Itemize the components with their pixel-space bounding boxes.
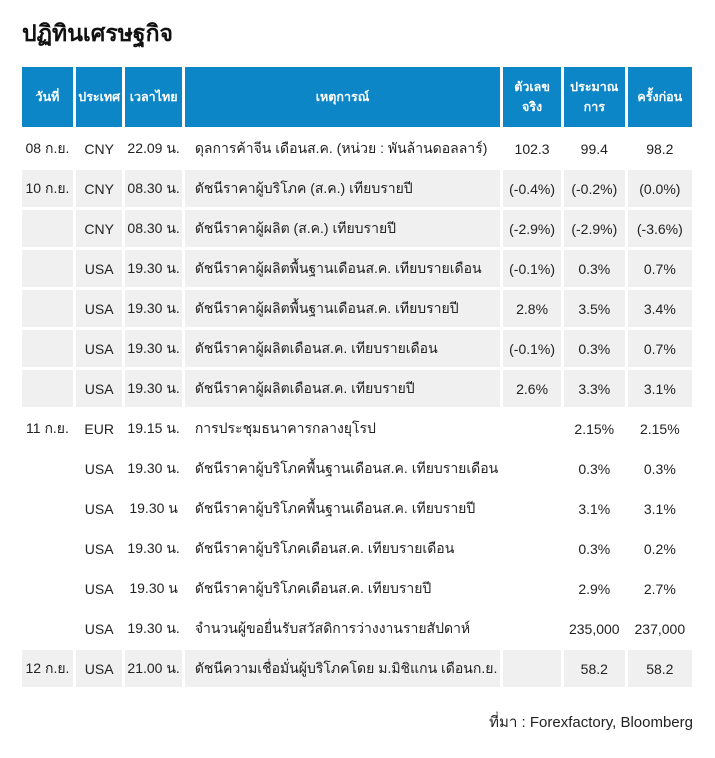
cell-country: USA	[76, 370, 123, 407]
cell-date	[22, 250, 73, 287]
cell-forecast: 3.3%	[564, 370, 625, 407]
cell-date	[22, 610, 73, 647]
cell-actual: (-0.1%)	[503, 250, 561, 287]
cell-previous: 3.1%	[628, 490, 692, 527]
cell-country: USA	[76, 610, 123, 647]
table-row	[22, 250, 692, 287]
cell-date: 08 ก.ย.	[22, 130, 73, 167]
table-body	[22, 130, 692, 687]
cell-event: จำนวนผู้ขอยื่นรับสวัสดิการว่างงานรายสัปดาห์	[185, 610, 500, 647]
table-row	[22, 530, 692, 567]
cell-time: 22.09 น.	[125, 130, 181, 167]
cell-previous: 0.7%	[628, 250, 692, 287]
cell-date	[22, 370, 73, 407]
table-row	[22, 130, 692, 167]
cell-event: ดัชนีราคาผู้ผลิตเดือนส.ค. เทียบรายเดือน	[185, 330, 500, 367]
cell-forecast: 3.1%	[564, 490, 625, 527]
cell-previous: 3.1%	[628, 370, 692, 407]
table-row	[22, 370, 692, 407]
cell-date: 11 ก.ย.	[22, 410, 73, 447]
table-row	[22, 570, 692, 607]
cell-event: ดัชนีราคาผู้ผลิตพื้นฐานเดือนส.ค. เทียบรายปี	[185, 290, 500, 327]
cell-forecast: (-0.2%)	[564, 170, 625, 207]
cell-forecast: 2.9%	[564, 570, 625, 607]
column-header-2: เวลาไทย	[125, 67, 181, 127]
cell-date: 10 ก.ย.	[22, 170, 73, 207]
cell-country: USA	[76, 450, 123, 487]
cell-forecast: 0.3%	[564, 330, 625, 367]
column-header-1: ประเทศ	[76, 67, 123, 127]
cell-time: 19.30 น.	[125, 370, 181, 407]
cell-previous: 98.2	[628, 130, 692, 167]
cell-date	[22, 210, 73, 247]
cell-event: ดัชนีราคาผู้บริโภค (ส.ค.) เทียบรายปี	[185, 170, 500, 207]
source-note: ที่มา : Forexfactory, Bloomberg	[489, 714, 693, 731]
cell-actual	[503, 410, 561, 447]
cell-time: 08.30 น.	[125, 170, 181, 207]
table-row	[22, 650, 692, 687]
column-header-5: ประมาณการ	[564, 67, 625, 127]
cell-previous: 0.7%	[628, 330, 692, 367]
cell-actual	[503, 610, 561, 647]
table-row	[22, 490, 692, 527]
cell-actual: 102.3	[503, 130, 561, 167]
cell-actual: (-0.1%)	[503, 330, 561, 367]
cell-time: 19.30 น.	[125, 610, 181, 647]
cell-previous: (-3.6%)	[628, 210, 692, 247]
cell-event: ดัชนีราคาผู้ผลิตพื้นฐานเดือนส.ค. เทียบรายเดือน	[185, 250, 500, 287]
table-row	[22, 290, 692, 327]
cell-actual: (-2.9%)	[503, 210, 561, 247]
cell-time: 19.30 น.	[125, 450, 181, 487]
table-header-row	[22, 67, 692, 127]
cell-event: ดัชนีความเชื่อมั่นผู้บริโภคโดย ม.มิชิแกน เดือนก.ย.	[185, 650, 500, 687]
cell-date	[22, 570, 73, 607]
cell-event: ดัชนีราคาผู้ผลิตเดือนส.ค. เทียบรายปี	[185, 370, 500, 407]
cell-country: USA	[76, 530, 123, 567]
cell-actual	[503, 450, 561, 487]
cell-actual	[503, 650, 561, 687]
economic-calendar-table	[19, 64, 695, 690]
cell-forecast: (-2.9%)	[564, 210, 625, 247]
table-row	[22, 410, 692, 447]
cell-time: 19.30 น.	[125, 250, 181, 287]
cell-previous: 58.2	[628, 650, 692, 687]
cell-forecast: 99.4	[564, 130, 625, 167]
column-header-3: เหตุการณ์	[185, 67, 500, 127]
cell-time: 19.30 น.	[125, 330, 181, 367]
cell-forecast: 58.2	[564, 650, 625, 687]
cell-time: 21.00 น.	[125, 650, 181, 687]
cell-country: USA	[76, 650, 123, 687]
cell-time: 19.30 น.	[125, 530, 181, 567]
cell-time: 19.30 น	[125, 570, 181, 607]
cell-date	[22, 290, 73, 327]
cell-time: 08.30 น.	[125, 210, 181, 247]
cell-forecast: 3.5%	[564, 290, 625, 327]
table-row	[22, 170, 692, 207]
cell-actual: (-0.4%)	[503, 170, 561, 207]
table-row	[22, 330, 692, 367]
cell-event: ดัชนีราคาผู้บริโภคเดือนส.ค. เทียบรายเดือน	[185, 530, 500, 567]
column-header-6: ครั้งก่อน	[628, 67, 692, 127]
cell-time: 19.30 น.	[125, 290, 181, 327]
table-row	[22, 210, 692, 247]
cell-event: ดัชนีราคาผู้บริโภคเดือนส.ค. เทียบรายปี	[185, 570, 500, 607]
cell-forecast: 2.15%	[564, 410, 625, 447]
cell-previous: 2.7%	[628, 570, 692, 607]
cell-date: 12 ก.ย.	[22, 650, 73, 687]
column-header-4: ตัวเลขจริง	[503, 67, 561, 127]
cell-previous: 2.15%	[628, 410, 692, 447]
cell-previous: 3.4%	[628, 290, 692, 327]
cell-country: USA	[76, 290, 123, 327]
cell-country: CNY	[76, 130, 123, 167]
cell-event: ดัชนีราคาผู้บริโภคพื้นฐานเดือนส.ค. เทียบรายเดือน	[185, 450, 500, 487]
cell-date	[22, 330, 73, 367]
cell-forecast: 0.3%	[564, 530, 625, 567]
cell-event: การประชุมธนาคารกลางยุโรป	[185, 410, 500, 447]
cell-actual: 2.8%	[503, 290, 561, 327]
cell-country: USA	[76, 250, 123, 287]
cell-date	[22, 530, 73, 567]
cell-event: ดัชนีราคาผู้บริโภคพื้นฐานเดือนส.ค. เทียบรายปี	[185, 490, 500, 527]
cell-previous: (0.0%)	[628, 170, 692, 207]
cell-actual	[503, 490, 561, 527]
cell-actual	[503, 530, 561, 567]
cell-forecast: 235,000	[564, 610, 625, 647]
cell-event: ดัชนีราคาผู้ผลิต (ส.ค.) เทียบรายปี	[185, 210, 500, 247]
cell-forecast: 0.3%	[564, 450, 625, 487]
cell-previous: 237,000	[628, 610, 692, 647]
cell-country: CNY	[76, 170, 123, 207]
cell-date	[22, 450, 73, 487]
cell-country: USA	[76, 330, 123, 367]
cell-previous: 0.2%	[628, 530, 692, 567]
cell-time: 19.30 น	[125, 490, 181, 527]
cell-country: EUR	[76, 410, 123, 447]
cell-event: ดุลการค้าจีน เดือนส.ค. (หน่วย : พันล้านดอลลาร์)	[185, 130, 500, 167]
cell-forecast: 0.3%	[564, 250, 625, 287]
cell-time: 19.15 น.	[125, 410, 181, 447]
column-header-0: วันที่	[22, 67, 73, 127]
cell-previous: 0.3%	[628, 450, 692, 487]
table-row	[22, 450, 692, 487]
page-title: ปฏิทินเศรษฐกิจ	[22, 20, 173, 46]
cell-actual: 2.6%	[503, 370, 561, 407]
cell-date	[22, 490, 73, 527]
cell-actual	[503, 570, 561, 607]
cell-country: USA	[76, 490, 123, 527]
cell-country: USA	[76, 570, 123, 607]
cell-country: CNY	[76, 210, 123, 247]
table-row	[22, 610, 692, 647]
